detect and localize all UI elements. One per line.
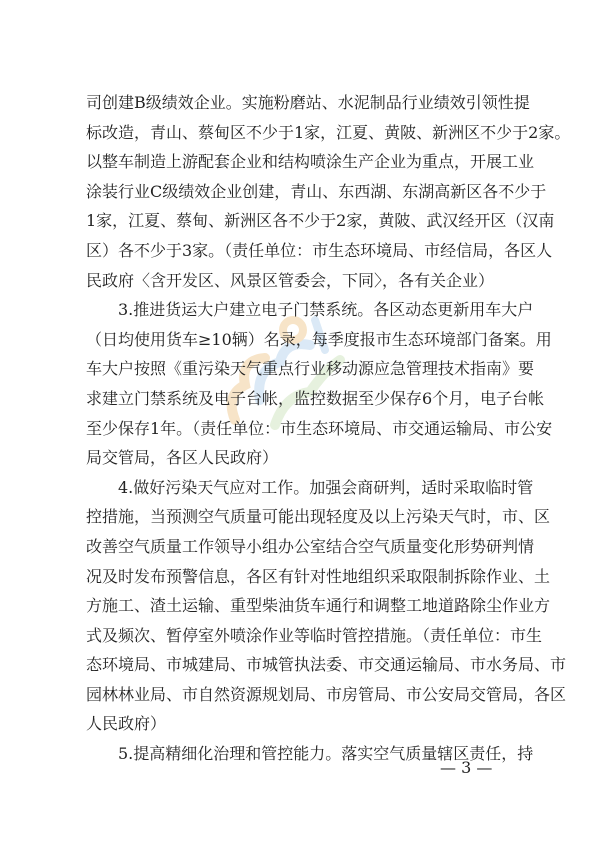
section-heading-line: 4.做好污染天气应对工作。加强会商研判，适时采取临时管 [118, 477, 534, 497]
page-number: — 3 — [440, 758, 493, 777]
section-heading-line: 5.提高精细化治理和管控能力。落实空气质量辖区责任，持 [118, 744, 534, 764]
body-text [86, 88, 571, 769]
text-line: 区）各不少于3家。（责任单位：市生态环境局、市经信局，各区人 [86, 240, 553, 260]
text-line: （日均使用货车≥10辆）名录，每季度报市生态环境部门备案。用 [86, 329, 552, 349]
section-heading-line: 3.推进货运大户建立电子门禁系统。各区动态更新用车大户 [118, 300, 534, 320]
text-line: 改善空气质量工作领导小组办公室结合空气质量变化形势研判情 [86, 536, 535, 556]
text-line: 以整车制造上游配套企业和结构喷涂生产企业为重点，开展工业 [86, 152, 535, 172]
text-line: 局交管局，各区人民政府） [86, 448, 279, 468]
text-line: 控措施，当预测空气质量可能出现轻度及以上污染天气时，市、区 [86, 507, 551, 527]
text-line: 1家，江夏、蔡甸、新洲区各不少于2家，黄陂、武汉经开区（汉南 [86, 211, 555, 231]
text-line: 标改造，青山、蔡甸区不少于1家，江夏、黄陂、新洲区不少于2家。 [86, 122, 571, 142]
text-line: 态环境局、市城建局、市城管执法委、市交通运输局、市水务局、市 [86, 655, 567, 675]
text-line: 求建立门禁系统及电子台帐，监控数据至少保存6个月，电子台帐 [86, 388, 545, 408]
text-line: 司创建B级绩效企业。实施粉磨站、水泥制品行业绩效引领性提 [86, 93, 530, 112]
text-line: 园林林业局、市自然资源规划局、市房管局、市公安局交管局，各区 [86, 684, 567, 704]
text-line: 民政府〈含开发区、风景区管委会，下同〉，各有关企业） [86, 270, 495, 290]
text-line: 车大户按照《重污染天气重点行业移动源应急管理技术指南》要 [86, 359, 535, 379]
text-line: 人民政府） [86, 714, 167, 734]
text-line: 涂装行业C级绩效企业创建，青山、东西湖、东湖高新区各不少于 [86, 181, 547, 201]
text-line: 况及时发布预警信息，各区有针对性地组织采取限制拆除作业、土 [86, 566, 551, 586]
text-line: 式及频次、暂停室外喷涂作业等临时管控措施。（责任单位：市生 [86, 625, 543, 645]
text-line: 至少保存1年。（责任单位：市生态环境局、市交通运输局、市公安 [86, 418, 553, 438]
text-line: 方施工、渣土运输、重型柴油货车通行和调整工地道路除尘作业方 [86, 596, 551, 616]
